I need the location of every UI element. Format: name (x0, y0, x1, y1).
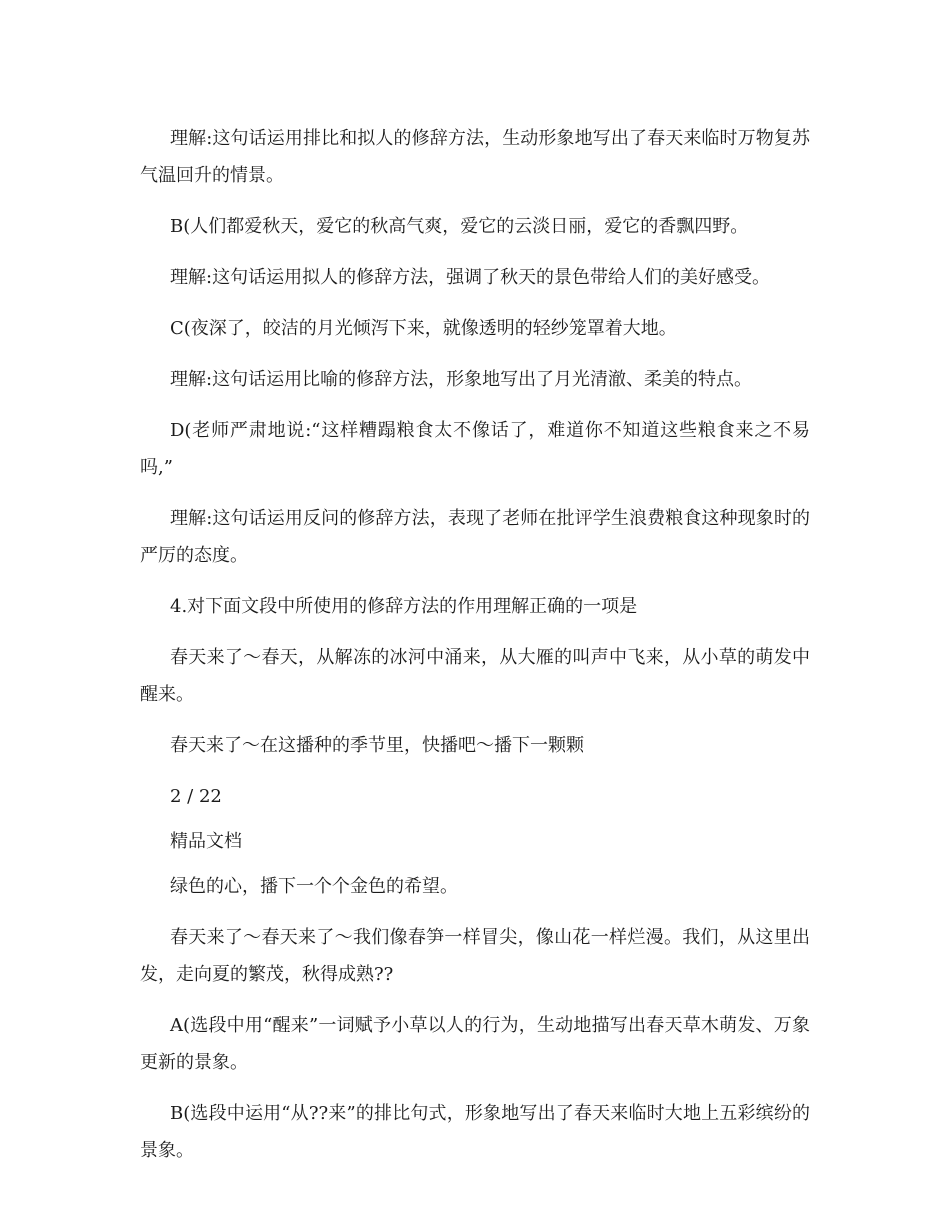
paragraph-option-d: D(老师严肃地说:“这样糟蹋粮食太不像话了，难道你不知道这些粮食来之不易吗,” (140, 420, 810, 478)
paragraph-understanding-c: 理解:这句话运用比喻的修辞方法，形象地写出了月光清澈、柔美的特点。 (170, 369, 753, 390)
passage-line-1: 春天来了～春天，从解冻的冰河中涌来，从大雁的叫声中飞来，从小草的萌发中醒来。 (140, 647, 810, 705)
paragraph-understanding-b: 理解:这句话运用拟人的修辞方法，强调了秋天的景色带给人们的美好感受。 (170, 267, 771, 288)
paragraph-option-b: B(人们都爱秋天，爱它的秋高气爽，爱它的云淡日丽，爱它的香飘四野。 (170, 216, 749, 237)
page-header-label: 精品文档 (170, 831, 242, 852)
paragraph-option-c: C(夜深了，皎洁的月光倾泻下来，就像透明的轻纱笼罩着大地。 (170, 318, 677, 339)
question-4: 4.对下面文段中所使用的修辞方法的作用理解正确的一项是 (170, 596, 638, 617)
document-body (140, 120, 810, 1183)
passage-line-3: 绿色的心，播下一个个金色的希望。 (170, 876, 458, 897)
paragraph-understanding-d: 理解:这句话运用反问的修辞方法，表现了老师在批评学生浪费粮食这种现象时的严厉的态度。 (140, 508, 810, 566)
answer-option-b: B(选段中运用“从??来”的排比句式，形象地写出了春天来临时大地上五彩缤纷的景象。 (140, 1103, 810, 1161)
passage-line-2: 春天来了～在这播种的季节里，快播吧～播下一颗颗 (170, 735, 584, 756)
passage-line-4: 春天来了～春天来了～我们像春笋一样冒尖，像山花一样烂漫。我们，从这里出发，走向夏的繁茂，秋得成熟?? (140, 927, 810, 985)
answer-option-a: A(选段中用“醒来”一词赋予小草以人的行为，生动地描写出春天草木萌发、万象更新的景象。 (140, 1015, 810, 1073)
page-number: 2 / 22 (170, 786, 222, 807)
paragraph-understanding-a: 理解:这句话运用排比和拟人的修辞方法，生动形象地写出了春天来临时万物复苏气温回升的情景。 (140, 128, 810, 186)
